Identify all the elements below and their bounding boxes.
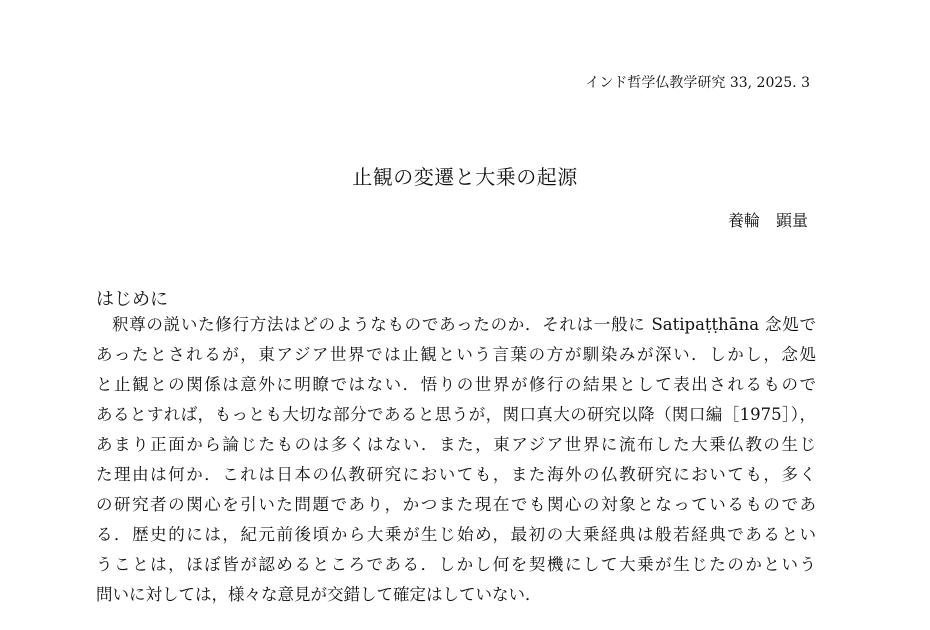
body-line: る．歴史的には，紀元前後頃から大乗が生じ始め，最初の大乗経典は般若経典であるとい [96,525,816,544]
body-line: と止観との関係は意外に明瞭ではない．悟りの世界が修行の結果として表出されるもので [96,375,816,394]
body-line: あるとすれば，もっとも大切な部分であると思うが，関口真大の研究以降（関口編［1975］）， [96,405,816,424]
body-line: 問いに対しては，様々な意見が交錯して確定はしていない． [96,585,542,604]
journal-header: インド哲学仏教学研究 33, 2025. 3 [585,75,810,91]
body-line: た理由は何か．これは日本の仏教研究においても，また海外の仏教研究においても，多く [96,465,816,484]
body-line: あったとされるが，東アジア世界では止観という言葉の方が馴染みが深い．しかし，念処 [96,345,816,364]
body-line: の研究者の関心を引いた問題であり，かつまた現在でも関心の対象となっているものであ [96,495,816,514]
body-line: あまり正面から論じたものは多くはない．また，東アジア世界に流布した大乗仏教の生じ [96,435,816,454]
section-heading: はじめに [96,289,168,310]
body-line: 釈尊の説いた修行方法はどのようなものであったのか．それは一般に Satipaṭṭhāna 念処で [112,315,816,334]
author-name: 養輪 顕量 [727,211,808,230]
section-body [96,310,816,610]
body-line: うことは，ほぼ皆が認めるところである．しかし何を契機にして大乗が生じたのかという [96,555,816,574]
article-title: 止観の変遷と大乗の起源 [352,165,578,189]
